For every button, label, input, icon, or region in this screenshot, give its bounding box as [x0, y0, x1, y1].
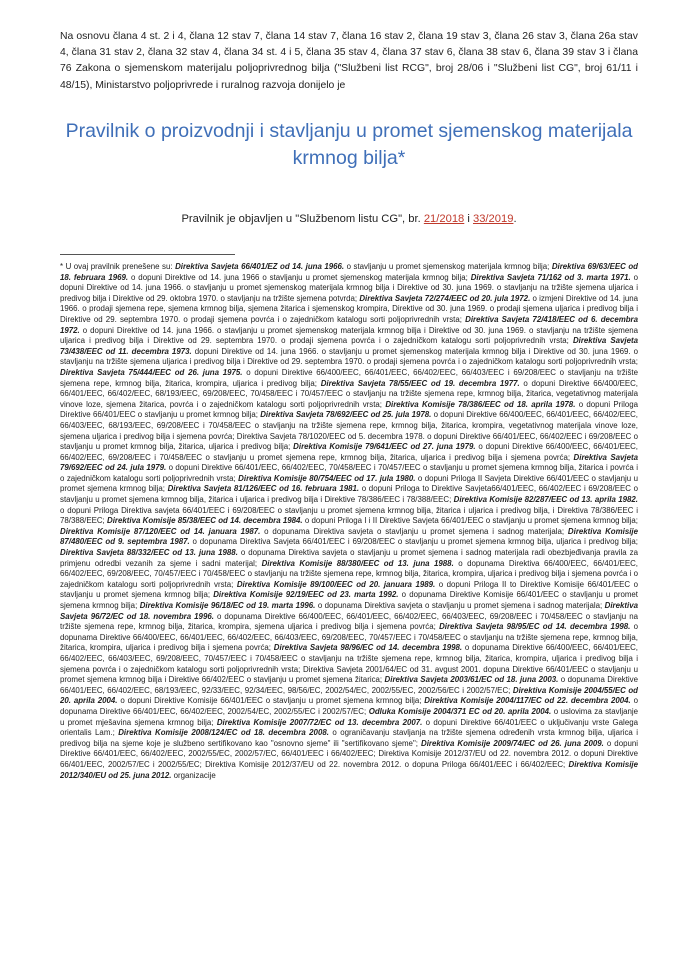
- directive-reference: Direktiva Savjeta 78/692/EEC od 25. jula 1978.: [260, 410, 432, 420]
- footnote-text: o dopuni Direktive Komisije 66/401/EEC o stavljanju u promet sjemena krmnog bilja;: [117, 696, 425, 706]
- directive-reference: Direktiva Komisije 2004/55/EC od 20. aprila 2004.: [60, 685, 638, 706]
- footnote-text: o stavljanju u promet sjemenskog materijala krmnog bilja;: [344, 262, 552, 271]
- directive-reference: Direktiva Komisije 2004/117/EC od 22. decembra 2004.: [424, 696, 631, 706]
- gazette-link-2019[interactable]: 33/2019: [472, 213, 514, 225]
- footnote-text: o ograničavanju stavljanja na tržište sjemena određenih vrsta krmnog bilja, uljarica i predivog bilja na sjeme koje je službeno sertifikovano kao "osnovno sjeme" ili "sertifikovano sjeme";: [60, 728, 638, 748]
- footnote-text: o dopunama Direktive 66/401/EEC, 66/402/EEC, 2002/54/EC, 2002/55/EC i 2002/57/EC;: [60, 696, 638, 716]
- preamble-paragraph: Na osnovu člana 4 st. 2 i 4, člana 12 stav 7, člana 14 stav 7, člana 16 stav 2, člana 19 stav 3, člana 26 stav 3, člana 26a stav 4, člana 31 stav 2, člana 32 stav 4, člana 34 st. 4 i 5, člana 35 stav 4, člana 37 stav 6, člana 38 stav 6, člana 39 stav 3 i člana 76 Zakona o sjemenskom materijalu poljoprivrednog bilja ("Službeni list RCG", broj 28/06 i "Službeni list CG", broj 61/11 i 48/15), Ministarstvo poljoprivrede i ruralnog razvoja donijelo je: [60, 31, 638, 91]
- directive-reference: Direktiva Savjeta 78/55/EEC od 19. decembra 1977.: [320, 378, 520, 388]
- footnote-text: o dopuni Direktive od 14. juna 1966. o stavljanju u promet sjemenskog materijala krmnog bilja i Direktive od 30. juna 1969. o stavljanju na tržište sjemena uljarica i predivog bilja i Direktive od 29. oktobra 1970. o stavljanju na tržište sjemena potvrda;: [60, 272, 638, 303]
- directive-reference: Direktiva Komisije 2008/124/EC od 18. decembra 2008.: [118, 728, 329, 738]
- directive-reference: Direktiva 69/63/EEC od 18. februara 1969.: [60, 262, 638, 282]
- footnote-text: o dopuni Direktive 66/400/EEC, 66/401/EEC, 66/402/EEC, 68/193/EEC, 69/208/EEC, 70/458/EEC i 70/457/EEC o stavljanju na tržište sjemena repe, krmnog bilja, žitarica, vegetativnog materijala vinove loze, sjemena žitarica, povrća i o zajedničkom katalogu sorti poljoprivrednih vrsta;: [60, 378, 638, 409]
- footnote-text: o dopuni Direktive 66/401/EEC, 66/402/EEC, 2002/55/EC, 2002/57/EC, 66/401/EEC i 66/402/EEC; Direktiva Komisije 2012/37/EU od 22. novembra 2012. o dopuni Direktive 66/401/EEC, 2002/57/EC i 2002/55/EC; Direktiva Komisije 2012/37/EU od 22. novembra 2012. o dopuna Priloga 66/401/EEC i 66/402/EEC;: [60, 738, 638, 769]
- footnote-text: o dopuni Direktive od 14. juna 1966. o stavljanju u promet sjemenskog materijala krmnog bilja i Direktive od 30. juna 1969. o stavljanju na tržište sjemena uljarica i predivog bilja i Direktive od 29. septembra 1970. o prodaji sjemena povrća i o zajedničkom katalogu sorti poljoprivrednih vrsta;: [60, 325, 638, 346]
- directive-reference: Direktiva Komisije 92/19/EEC od 23. marta 1992.: [213, 590, 399, 600]
- directive-reference: Direktiva Savjeta 98/95/EC od 14. decembra 1998.: [439, 622, 631, 632]
- footnote-text: o dopunama Direktiva Savjeta 66/401/EEC i 69/208/EEC o stavljanju u promet sjemena krmnog bilja, uljarica i predivog bilja;: [189, 537, 638, 547]
- directive-reference: Direktiva Komisije 78/386/EEC od 18. aprila 1978.: [385, 399, 576, 409]
- directive-reference: Direktiva Savjeta 96/72/EC od 18. novembra 1996.: [60, 601, 638, 621]
- directive-reference: Direktiva Savjeta 98/96/EC od 14. decembra 1998.: [273, 643, 463, 653]
- directive-reference: Direktiva Savjeta 73/438/EEC od 11. decembra 1973.: [60, 336, 638, 356]
- footnote-text: organizacije: [171, 770, 216, 780]
- footnote-text: o dopuni Direktive 66/400/EEC, 66/401/EEC, 66/402/EEC, 66/403/EEC, 68/193/EEC, 69/208/EEC i 70/458/EEC o stavljanju na tržište sjemena repe, krmnog bilja, žitarica, krompira, vegetativnog materijala vinove loze, sjemena uljarica i predivog bilja i sjemena povrća; Direktiva Savjeta 78/1020/EEC od 5. decembra 1978. o dopuni Direktive 66/401/EEC, 66/402/EEC i 69/208/EEC o stavljanju u promet krmnog bilja, žitarica, uljarica i predivog bilja;: [60, 410, 638, 452]
- footnote-text: dopuni Direktive od 14. juna 1966. o stavljanju u promet sjemenskog materijala krmnog bilja i Direktive od 30. juna 1969. o stavljanju na tržište sjemena uljarica i predivog bilja i Direktive od 29. septembra 1970. o prodaji sjemena povrća i o zajedničkom katalogu sorti poljoprivrednih vrsta;: [60, 346, 638, 367]
- directive-reference: Direktiva Komisije 80/754/EEC od 17. jula 1980.: [238, 473, 416, 483]
- footnote-text: o dopuni Priloga Direktive 66/401/EEC o stavljanju u promet krmnog bilja;: [60, 399, 638, 420]
- directive-reference: Direktiva Komisije 2007/72/EC od 13. decembra 2007.: [216, 717, 423, 727]
- footnote-text: o dopuni Priloga to Direktive Savjeta66/401/EEC, 66/402/EEC i 69/208/EEC o stavljanju u promet sjemena krmnog bilja, žitarica i uljarica i predivog bilja i Direktive 78/386/EEC i 78/388/EEC;: [60, 484, 638, 505]
- footnote-text: o dopunama Direktive 66/400/EEC, 66/401/EEC, 66/402/EEC, 66/403/EEC, 69/208/EEC, 70/457/EEC i 70/458/EEC o stavljanju na tržište sjemena repe, krmnog bilja, žitarica, krompira, uljarica i predivog bilja i sjemena povrća;: [60, 622, 638, 653]
- footnote-transposed-directives: [60, 262, 638, 952]
- directive-reference: Direktiva Komisije 2012/340/EU od 25. juna 2012.: [60, 759, 638, 780]
- footnote-text: o dopunama Direktive 66/400/EEC, 66/401/EEC, 66/402/EEC, 66/403/EEC, 69/208/EEC i 70/458/EEC o stavljanju na tržište sjemena repe, krmnog bilja, žitarica, krompira, sjemena uljarica i predivog bilja i sjemena povrća;: [60, 611, 638, 632]
- directive-reference: Direktiva Savjeta 71/162 od 3. marta 1971.: [470, 272, 631, 282]
- directive-reference: Direktiva Komisije 87/480/EEC od 9. septembra 1987.: [60, 526, 638, 547]
- footnote-text: o uslovima za stavljanje u promet mješavina sjemena krmnog bilja;: [60, 706, 638, 727]
- footnote-text: o dopuni Direktive od 14. juna 1966 o stavljanju u promet sjemenskog materijala krmnog bilja;: [128, 272, 471, 282]
- directive-reference: Direktiva Komisije 79/641/EEC od 27. juna 1979.: [293, 442, 476, 452]
- footnote-text: o dopuni Priloga I i II Direktive Savjeta 66/401/EEC o stavljanju u promet sjemena krmnog bilja;: [302, 516, 638, 526]
- footnote-text: o dopunama Direktiva savjeta o stavljanju u promet sjemena i sadnog materijala;: [260, 526, 568, 536]
- gazette-link-2018[interactable]: 21/2018: [423, 213, 465, 225]
- page-title: Pravilnik o proizvodnji i stavljanju u promet sjemenskog materijala krmnog bilja*: [65, 120, 633, 169]
- footnote-text: o dopuni Direktive 66/400/EEC, 66/401/EEC, 66/402/EEC, 66/403/EEC i 69/208/EEC o stavljanju na tržište sjemena repe, krmnog bilja, žitarica, krompira, uljarica i predivog bilja;: [60, 367, 638, 388]
- footnote-text: o dopunama Direktive Komisije 66/401/EEC o stavljanju u promet sjemena krmnog bilja;: [60, 590, 638, 610]
- publication-prefix: Pravilnik je objavljen u "Službenom listu CG", br.: [181, 213, 424, 225]
- directive-reference: Direktiva Savjeta 79/692/EEC od 24. jula 1979.: [60, 452, 638, 473]
- directive-reference: Direktiva Komisije 88/380/EEC od 13. juna 1988.: [261, 558, 454, 568]
- directive-reference: Direktiva Komisije 87/120/EEC od 14. januara 1987.: [60, 526, 261, 536]
- directive-reference: Direktiva Savjeta 2003/61/EC od 18. juna 2003.: [384, 675, 559, 685]
- footnote-text: o dopunama Direktiva savjeta o stavljanju u promet sjemena i sadnog materijala radi obezbjeđivanja pravila za primjenu odredbi vezanih za sjeme i sadni materijal;: [60, 548, 638, 568]
- directive-reference: Odluka Komisije 2004/371 EC od 20. aprila 2004.: [368, 706, 552, 716]
- footnote-text: o dopuni Direktive 66/401/EEC, 66/402/EEC, 70/458/EEC i 70/457/EEC o stavljanju u promet sjemena krmnog bilja, žitarica i povrća i o zajedničkom katalogu sorti poljoprivrednih vrsta;: [60, 463, 638, 483]
- footnote-text: o dopuni Priloga II Savjeta Direktive 66/401/EEC o stavljanju u promet sjemena krmnog bilja;: [60, 473, 638, 494]
- directive-reference: Direktiva Komisije 82/287/EEC od 13. aprila 1982.: [453, 495, 638, 505]
- publication-conjunction: i: [464, 213, 473, 225]
- directive-reference: Direktiva Komisije 85/38/EEC od 14. decembra 1984.: [107, 516, 303, 526]
- footnote-text: o dopunama Direktiva savjeta o stavljanju u promet sjemena i sadnog materijala;: [315, 601, 605, 610]
- directive-reference: Direktiva Komisije 96/18/EC od 19. marta 1996.: [139, 601, 316, 610]
- footnote-text: o dopuni Direktive 66/400/EEC, 66/401/EEC, 66/402/EEC, 69/208/EEC i 70/458/EEC o stavljanju u promet sjemena repe, krmnog bilja, žitarica, uljarica i predivog bilja i sjemena povrća;: [60, 442, 638, 462]
- footnote-text: * U ovaj pravilnik prenešene su:: [60, 262, 176, 271]
- publication-suffix: .: [513, 213, 517, 225]
- footnote-divider: [60, 254, 235, 255]
- directive-reference: Direktiva Savjeta 75/444/EEC od 26. juna 1975.: [60, 367, 243, 377]
- publication-note: [60, 212, 638, 226]
- footnote-text: o dopuni Direktive 66/401/EEC o uključivanju vrste Galega orientalis Lam.;: [60, 717, 638, 738]
- directive-reference: Direktiva Savjeta 88/332/EEC od 13. juna 1988.: [60, 548, 238, 558]
- footnote-text: o dopunama Direktive 66/400/EEC, 66/401/EEC, 66/402/EEC, 66/403/EEC, 69/208/EEC, 70/457/EEC i 70/458/EEC o stavljanju na tržište sjemena repe, krmnog bilja, žitarica, krompira, uljarica i predivog bilja i sjemena povrća i o zajedničkom katalogu sorti poljoprivrednih vrsta; Direktiva Savjeta 2001/64/EC od 31. avgust 2001. dopuna Direktive 66/401/EEC o stavljanju u promet sjemena krmnog bilja i Direktive 66/402/EEC o stavljanju u promet sjemena žitarica;: [60, 643, 638, 685]
- footnote-text: o izmjeni Direktive od 14. juna 1966. o prodaji sjemena repe, sjemena krmnog bilja, sjemena žitarica i sjemenskog krompira, Direktive od 30. juna 1969. o prodaji sjemena uljarica i predivog bilja i Direktive od 29. septembra 1970. o prodaji sjemena povrća i o zajedničkom katalogu sorti poljoprivrednih vrsta;: [60, 293, 638, 324]
- footnote-text: o dopunama Direktiva 66/400/EEC, 66/401/EEC, 66/402/EEC, 69/208/EEC, 70/457/EEC i 70/458/EEC o stavljanju na tržište sjemena repe, krmnog bilja, žitarica, krompira, uljarica i predivog bilja i sjemena povrća i o zajedničkom katalogu sorti poljoprivrednih vrsta;: [60, 558, 638, 589]
- directive-reference: Direktiva Savjeta 72/418/EEC od 6. decembra 1972.: [60, 314, 638, 335]
- directive-reference: Direktiva Savjeta 81/126/EEC od 16. februara 1981.: [167, 484, 360, 494]
- directive-reference: Direktiva Savjeta 66/401/EZ od 14. juna 1966.: [175, 262, 345, 271]
- footnote-text: o dopuni Priloga II to Direktive Komisije 66/401/EEC o stavljanju u promet sjemena krmnog bilja;: [60, 579, 638, 600]
- directive-reference: Direktiva Savjeta 72/274/EEC od 20. jula 1972.: [359, 293, 531, 303]
- directive-reference: Direktiva Komisije 2009/74/EC od 26. juna 2009.: [421, 738, 604, 748]
- footnote-text: o dopunama Direktive 66/401/EEC, 66/402/EEC, 68/193/EEC, 92/33/EEC, 92/34/EEC, 98/56/EC, 2002/54/EC, 2002/55/EC, 2002/56/EC i 2002/57/EC;: [60, 675, 638, 695]
- footnote-text: o dopuni Priloga Direktiva savjeta 66/401/EEC i 69/208/EEC o stavljanju u promet sjemena krmnog bilja, žitarica i uljarica i predivog bilja, i Direktiva 78/386/EEC i 78/388/EEC;: [60, 505, 638, 526]
- directive-reference: Direktiva Komisije 89/100/EEC od 20. januara 1989.: [236, 579, 436, 589]
